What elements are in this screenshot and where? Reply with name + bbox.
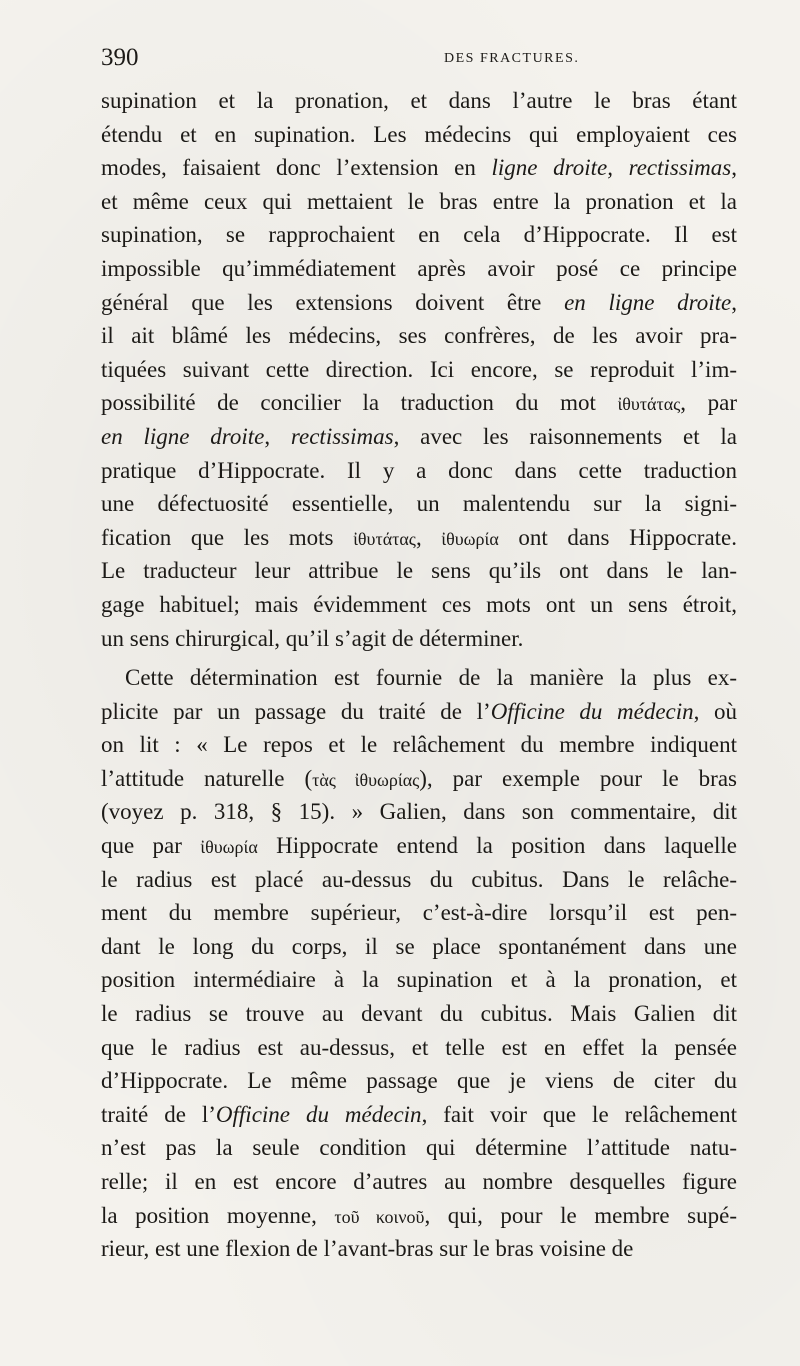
italic-text: Officine du médecin bbox=[490, 698, 694, 724]
text-line bbox=[101, 185, 737, 219]
text-line bbox=[101, 963, 737, 997]
text-line bbox=[101, 386, 737, 420]
text-run: tiquées suivant cette direction. Ici encore, se reproduit l’im- bbox=[101, 356, 737, 382]
text-run: ), par exemple pour le bras bbox=[419, 765, 737, 791]
text-line bbox=[101, 997, 737, 1031]
text-line bbox=[101, 622, 737, 656]
text-run: Le traducteur leur attribue le sens qu’ils ont dans le lan- bbox=[101, 558, 737, 584]
text-line bbox=[101, 1131, 737, 1165]
italic-text: en ligne droite bbox=[101, 423, 265, 449]
text-line bbox=[101, 1098, 737, 1132]
page-number: 390 bbox=[101, 44, 139, 71]
text-line bbox=[101, 252, 737, 286]
text-run: Cette détermination est fournie de la manière la plus ex- bbox=[125, 665, 737, 691]
text-line bbox=[101, 863, 737, 897]
text-run: étendu et en supination. Les médecins qui employaient ces bbox=[101, 121, 737, 147]
text-run: modes, faisaient donc l’extension en bbox=[101, 155, 492, 181]
text-line bbox=[101, 588, 737, 622]
text-run: fication que les mots bbox=[101, 524, 354, 550]
text-line bbox=[101, 728, 737, 762]
text-run: le radius est placé au-dessus du cubitus. Dans le relâche- bbox=[101, 866, 737, 892]
paragraph bbox=[101, 84, 737, 655]
text-run: , bbox=[264, 423, 291, 449]
text-run: (voyez p. 318, § 15). » Galien, dans son commentaire, dit bbox=[101, 799, 737, 825]
text-line bbox=[101, 353, 737, 387]
text-line bbox=[101, 319, 737, 353]
text-run: ment du membre supérieur, c’est-à-dire lorsqu’il est pen- bbox=[101, 900, 737, 926]
text-run: relle; il en est encore d’autres au nombre desquelles figure bbox=[101, 1169, 737, 1194]
text-line bbox=[101, 286, 737, 320]
italic-text: Officine du médecin bbox=[215, 1101, 422, 1127]
text-run: plicite par un passage du traité de l’ bbox=[101, 698, 491, 724]
text-line bbox=[101, 84, 737, 118]
paragraph bbox=[101, 661, 737, 1266]
text-run: général que les extensions doivent être bbox=[101, 289, 565, 315]
text-run: d’Hippocrate. Le même passage que je viens de citer du bbox=[101, 1068, 737, 1094]
text-run: un sens chirurgical, qu’il s’agit de déterminer. bbox=[101, 625, 524, 651]
text-run: rieur, est une flexion de l’avant-bras sur le bras voisine de bbox=[101, 1236, 634, 1262]
text-line bbox=[101, 1031, 737, 1065]
greek-word: ἰθυτάτας bbox=[353, 528, 416, 549]
text-run: , bbox=[731, 289, 737, 315]
italic-text: ligne droite, rectissimas bbox=[491, 155, 732, 181]
text-run: , bbox=[415, 524, 442, 550]
text-line bbox=[101, 151, 737, 185]
text-line bbox=[101, 118, 737, 152]
text-line bbox=[101, 1199, 737, 1233]
text-line bbox=[101, 829, 737, 863]
text-run: position intermédiaire à la supination et à la pronation, et bbox=[101, 967, 737, 993]
text-run: , qui, pour le membre supé- bbox=[424, 1202, 737, 1228]
text-line bbox=[101, 218, 737, 252]
text-line bbox=[101, 930, 737, 964]
text-line bbox=[101, 521, 737, 555]
text-run: n’est pas la seule condition qui détermine l’attitude natu- bbox=[101, 1135, 737, 1161]
greek-word: ἰθυωρία bbox=[441, 528, 499, 549]
text-run: le radius se trouve au devant du cubitus. Mais Galien dit bbox=[101, 1001, 737, 1027]
text-line bbox=[101, 487, 737, 521]
text-run: , fait voir que le relâchement bbox=[421, 1101, 737, 1127]
text-line bbox=[101, 762, 737, 796]
text-run: impossible qu’immédiatement après avoir posé ce principe bbox=[101, 255, 737, 281]
text-run: pratique d’Hippocrate. Il y a donc dans cette traduction bbox=[101, 457, 737, 483]
greek-word: τὰς ἰθυωρίας bbox=[312, 769, 420, 790]
text-run: que le radius est au-dessus, et telle est en effet la pensée bbox=[101, 1034, 737, 1060]
text-run: Hippocrate entend la position dans laquelle bbox=[257, 833, 737, 859]
greek-word: τοῦ κοινοῦ bbox=[334, 1206, 425, 1227]
running-head: DES FRACTURES. bbox=[444, 51, 580, 66]
text-run: dant le long du corps, il se place spontanément dans une bbox=[101, 933, 737, 959]
greek-word: ἰθυωρία bbox=[200, 837, 258, 858]
italic-text: en ligne droite bbox=[564, 289, 732, 315]
text-run: supination, se rapprochaient en cela d’Hippocrate. Il est bbox=[101, 222, 737, 248]
text-line bbox=[101, 661, 737, 695]
italic-text: rectissimas bbox=[290, 423, 394, 449]
text-line bbox=[101, 554, 737, 588]
text-run: gage habituel; mais évidemment ces mots ont un sens étroit, bbox=[101, 591, 737, 617]
text-run: ont dans Hippocrate. bbox=[498, 524, 737, 550]
text-run: on lit : « Le repos et le relâchement du membre indiquent bbox=[101, 732, 737, 758]
text-run: supination et la pronation, et dans l’autre le bras étant bbox=[101, 88, 737, 113]
text-run: la position moyenne, bbox=[101, 1202, 335, 1228]
text-run: il ait blâmé les médecins, ses confrères, de les avoir pra- bbox=[101, 323, 737, 349]
text-run: possibilité de concilier la traduction du mot bbox=[101, 390, 618, 416]
text-line bbox=[101, 695, 737, 729]
text-run: et même ceux qui mettaient le bras entre la pronation et la bbox=[101, 188, 737, 214]
text-run: traité de l’ bbox=[101, 1101, 216, 1127]
text-run: que par bbox=[101, 833, 201, 859]
text-run: l’attitude naturelle ( bbox=[101, 765, 313, 791]
text-line bbox=[101, 420, 737, 454]
text-line bbox=[101, 1232, 737, 1266]
text-run: une défectuosité essentielle, un malentendu sur la signi- bbox=[101, 491, 737, 517]
text-line bbox=[101, 1165, 737, 1199]
text-line bbox=[101, 1064, 737, 1098]
text-line bbox=[101, 454, 737, 488]
body-text bbox=[101, 84, 737, 1266]
text-run: , par bbox=[680, 390, 737, 416]
greek-word: ἰθυτάτας bbox=[617, 394, 681, 415]
text-run: , avec les raisonnements et la bbox=[393, 423, 738, 449]
text-run: , bbox=[731, 155, 737, 181]
text-line bbox=[101, 896, 737, 930]
text-line bbox=[101, 795, 737, 829]
page-header bbox=[101, 44, 737, 74]
text-run: , où bbox=[693, 698, 738, 724]
